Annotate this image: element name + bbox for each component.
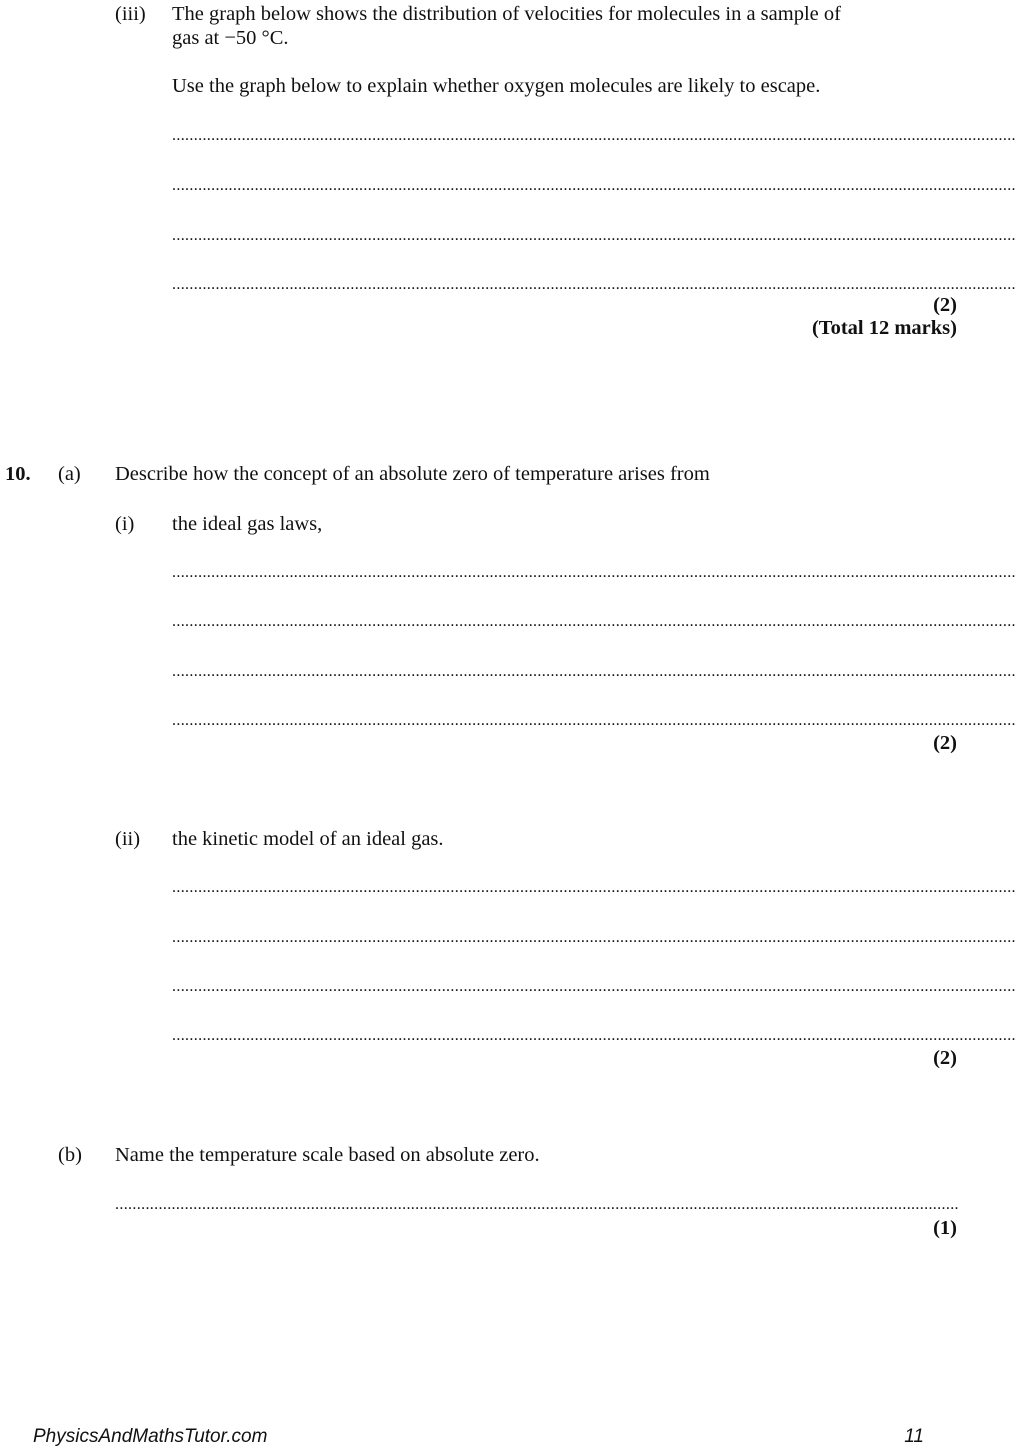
page-number: 11	[904, 1426, 924, 1447]
answer-line[interactable]: ..................................................................................................................................................................................................	[172, 227, 1016, 244]
answer-line[interactable]: ..................................................................................................................................................................................................	[172, 177, 1016, 194]
answer-line[interactable]: ..................................................................................................................................................................................................	[172, 127, 1016, 144]
answer-line[interactable]: ..................................................................................................................................................................................................	[115, 1196, 959, 1213]
marks-label: (2)	[933, 294, 957, 316]
question-text-line2: gas at −50 °C.	[172, 27, 289, 49]
question-text-line1: The graph below shows the distribution of velocities for molecules in a sample of	[172, 3, 841, 25]
question-instruction: Use the graph below to explain whether oxygen molecules are likely to escape.	[172, 75, 821, 97]
sub-part-ii-text: the kinetic model of an ideal gas.	[172, 828, 444, 850]
footer-site-name: PhysicsAndMathsTutor.com	[33, 1426, 268, 1447]
part-label-a: (a)	[58, 463, 81, 485]
part-a-text: Describe how the concept of an absolute zero of temperature arises from	[115, 463, 710, 485]
sub-part-label-ii: (ii)	[115, 828, 141, 850]
part-label-iii: (iii)	[115, 3, 146, 25]
answer-line[interactable]: ..................................................................................................................................................................................................	[172, 879, 1016, 896]
answer-line[interactable]: ..................................................................................................................................................................................................	[172, 663, 1016, 680]
part-label-b: (b)	[58, 1144, 82, 1166]
part-b-text: Name the temperature scale based on absolute zero.	[115, 1144, 540, 1166]
sub-part-i-text: the ideal gas laws,	[172, 513, 323, 535]
answer-line[interactable]: ..................................................................................................................................................................................................	[172, 929, 1016, 946]
marks-label: (2)	[933, 1047, 957, 1069]
answer-line[interactable]: ..................................................................................................................................................................................................	[172, 276, 1016, 293]
answer-line[interactable]: ..................................................................................................................................................................................................	[172, 978, 1016, 995]
answer-line[interactable]: ..................................................................................................................................................................................................	[172, 564, 1016, 581]
answer-line[interactable]: ..................................................................................................................................................................................................	[172, 1027, 1016, 1044]
sub-part-label-i: (i)	[115, 513, 135, 535]
total-marks-label: (Total 12 marks)	[811, 317, 957, 339]
marks-label: (1)	[933, 1217, 957, 1239]
answer-line[interactable]: ..................................................................................................................................................................................................	[172, 712, 1016, 729]
question-number: 10.	[5, 463, 31, 485]
answer-line[interactable]: ..................................................................................................................................................................................................	[172, 613, 1016, 630]
marks-label: (2)	[933, 732, 957, 754]
